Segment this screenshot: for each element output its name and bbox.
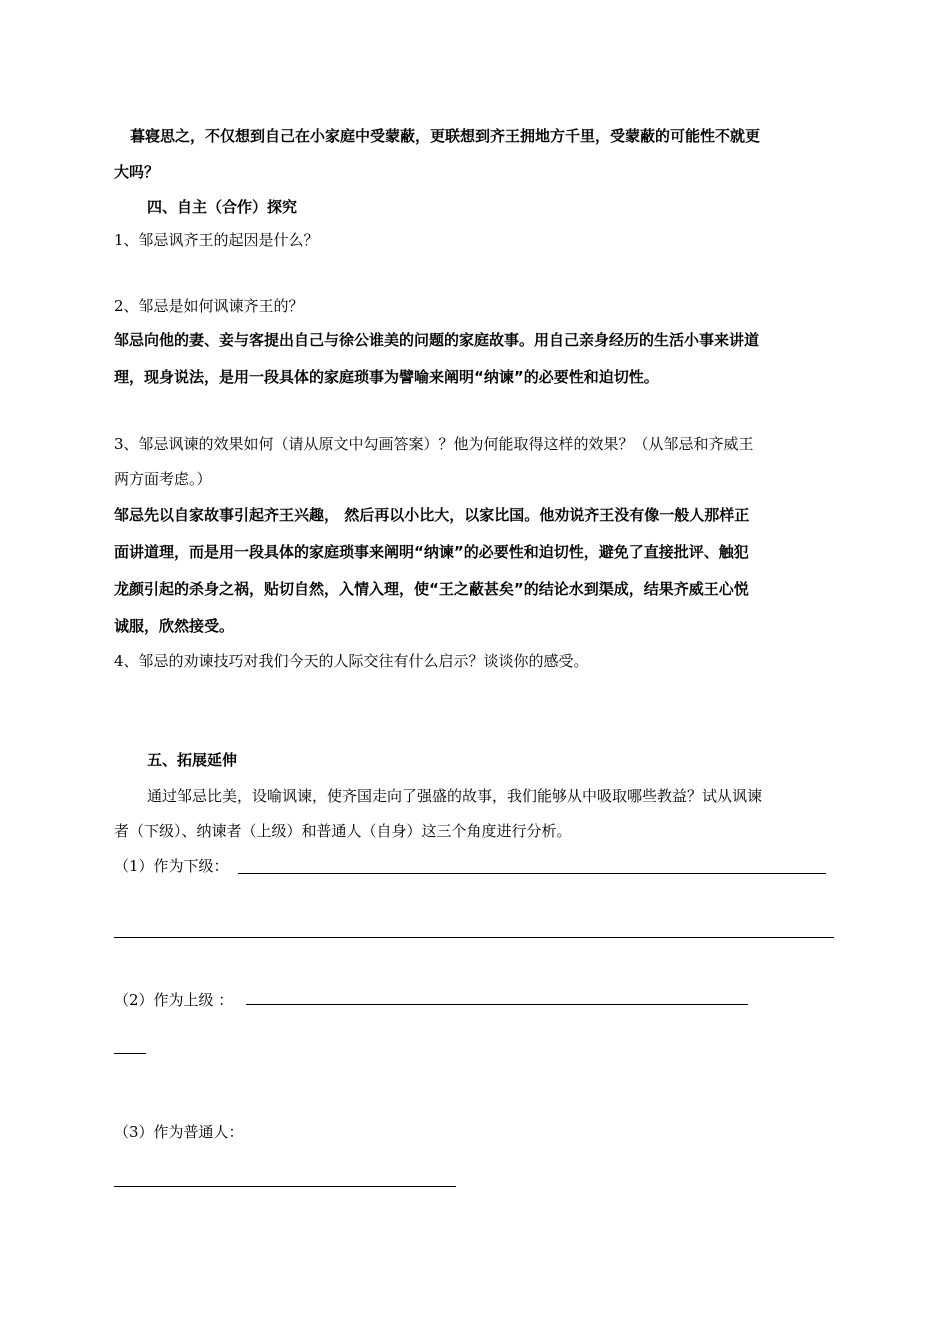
extension-prompt-line-2: 者（下级）、纳谏者（上级）和普通人（自身）这三个角度进行分析。 — [114, 822, 572, 840]
question-3-line-2: 两方面考虑。） — [114, 470, 212, 488]
question-1: 1、邹忌讽齐王的起因是什么？ — [114, 231, 319, 249]
question-3-line-1: 3、邹忌讽谏的效果如何（请从原文中勾画答案）？他为何能取得这样的效果？（从邹忌和齐威王 — [114, 435, 754, 453]
extension-prompt-line-1: 通过邹忌比美，设喻讽谏，使齐国走向了强盛的故事，我们能够从中吸取哪些教益？试从讽谏 — [147, 787, 763, 805]
question-2: 2、邹忌是如何讽谏齐王的？ — [114, 297, 304, 315]
item-3-answer-line[interactable] — [114, 1186, 456, 1187]
answer-3-line-2: 面讲道理，而是用一段具体的家庭琐事来阐明“纳谏”的必要性和迫切性，避免了直接批评、触犯 — [114, 543, 749, 561]
section-4-heading: 四、自主（合作）探究 — [147, 198, 298, 216]
answer-2-line-1: 邹忌向他的妻、妾与客提出自己与徐公谁美的问题的家庭故事。用自己亲身经历的生活小事来讲道 — [114, 331, 760, 349]
answer-2-line-2: 理，现身说法，是用一段具体的家庭琐事为譬喻来阐明“纳谏”的必要性和迫切性。 — [114, 368, 659, 386]
item-2-label: （2）作为上级 ： — [114, 991, 234, 1009]
item-2-answer-line-2[interactable] — [114, 1053, 146, 1054]
intro-line-1: 暮寝思之，不仅想到自己在小家庭中受蒙蔽，更联想到齐王拥地方千里，受蒙蔽的可能性不就更 — [130, 127, 761, 145]
item-1-label: （1）作为下级： — [114, 857, 229, 875]
item-1-answer-line[interactable] — [238, 873, 826, 874]
item-1-answer-line-2[interactable] — [114, 937, 834, 938]
answer-3-line-3: 龙颜引起的杀身之祸，贴切自然，入情入理，使“王之蔽甚矣”的结论水到渠成，结果齐威王心悦 — [114, 580, 749, 598]
answer-3-line-4: 诚服，欣然接受。 — [114, 617, 235, 635]
answer-3-line-1: 邹忌先以自家故事引起齐王兴趣， 然后再以小比大，以家比国。他劝说齐王没有像一般人那样正 — [114, 506, 750, 524]
question-4: 4、邹忌的劝谏技巧对我们今天的人际交往有什么启示？谈谈你的感受。 — [114, 652, 589, 670]
item-2-answer-line[interactable] — [246, 1004, 748, 1005]
intro-line-2: 大吗？ — [114, 163, 160, 181]
section-5-heading: 五、拓展延伸 — [147, 751, 238, 769]
item-3-label: （3）作为普通人： — [114, 1123, 244, 1141]
